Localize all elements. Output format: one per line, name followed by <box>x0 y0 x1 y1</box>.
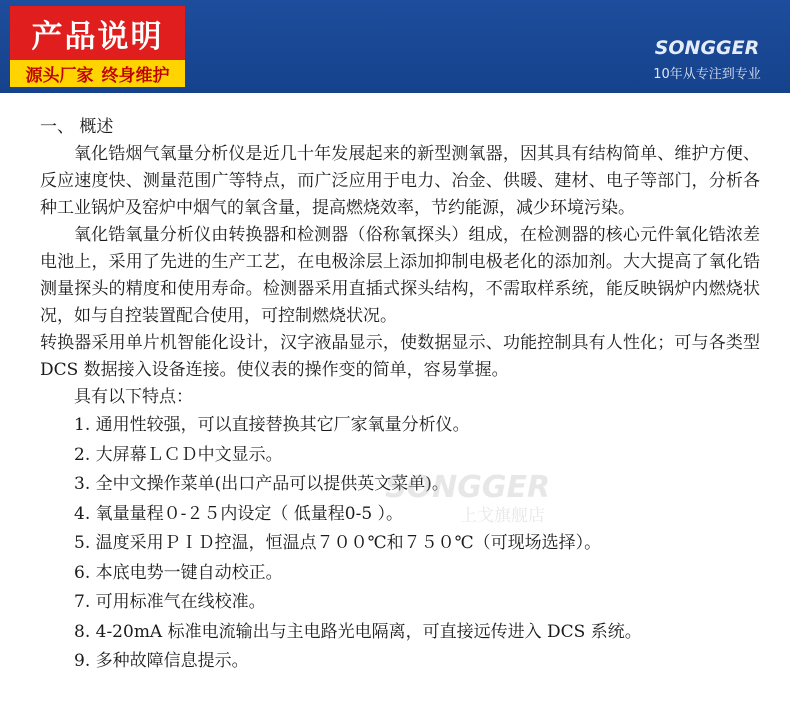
slogan-bar <box>10 60 185 87</box>
features-title: 具有以下特点： <box>74 387 193 407</box>
list-item: 5. 温度采用ＰＩＤ控温，恒温点７００℃和７５０℃（可现场选择）。 <box>74 533 602 553</box>
brand-slogan: 10年从专注到专业 <box>653 67 761 82</box>
brand-logo <box>642 37 772 82</box>
document-body <box>40 114 760 677</box>
list-item: 9. 多种故障信息提示。 <box>74 651 249 671</box>
list-item: 4. 氧量量程０-２５内设定（ 低量程0-5 ）。 <box>74 503 404 524</box>
watermark-store: 上戈旗舰店 <box>460 506 546 526</box>
watermark-brand: SONGGER <box>385 470 551 505</box>
list-item: 8. 4-20mA 标准电流输出与主电路光电隔离，可直接远传进入 DCS 系统。 <box>74 621 642 642</box>
features-list <box>40 411 760 677</box>
slogan-right: 终身维护 <box>101 66 170 86</box>
brand-name: SONGGER <box>654 37 760 59</box>
paragraph-converter: 转换器采用单片机智能化设计，汉字液晶显示，使数据显示、功能控制具有人性化；可与各类型 DCS 数据接入设备连接。使仪表的操作变的简单，容易掌握。 <box>40 333 760 380</box>
slogan-left: 源头厂家 <box>25 66 94 86</box>
list-item: 7. 可用标准气在线校准。 <box>74 592 266 612</box>
list-item: 6. 本底电势一键自动校正。 <box>74 562 283 583</box>
page-title: 产品说明 <box>10 6 185 60</box>
list-item: 3. 全中文操作菜单(出口产品可以提供英文菜单)。 <box>74 474 449 494</box>
header-banner <box>0 0 790 93</box>
list-item: 2. 大屏幕ＬＣＤ中文显示。 <box>74 444 283 465</box>
paragraph-composition: 氧化锆氧量分析仪由转换器和检测器（俗称氧探头）组成，在检测器的核心元件氧化锆浓差电池上，采用了先进的生产工艺，在电极涂层上添加抑制电极老化的添加剂。大大提高了氧化锆测量探头的精度和使用寿命。检测器采用直插式探头结构，不需取样系统，能反映锅炉内燃烧状况，如与自控装置配合使用，可控制燃烧状况。 <box>40 225 760 326</box>
paragraph-overview: 氧化锆烟气氧量分析仪是近几十年发展起来的新型测氧器，因其具有结构简单、维护方便、反应速度快、测量范围广等特点，而广泛应用于电力、冶金、供暖、建材、电子等部门，分析各种工业锅炉及窑炉中烟气的氧含量，提高燃烧效率，节约能源，减少环境污染。 <box>40 144 760 218</box>
section-title: 一、 概述 <box>40 117 114 137</box>
list-item: 1. 通用性较强，可以直接替换其它厂家氧量分析仪。 <box>74 415 470 435</box>
